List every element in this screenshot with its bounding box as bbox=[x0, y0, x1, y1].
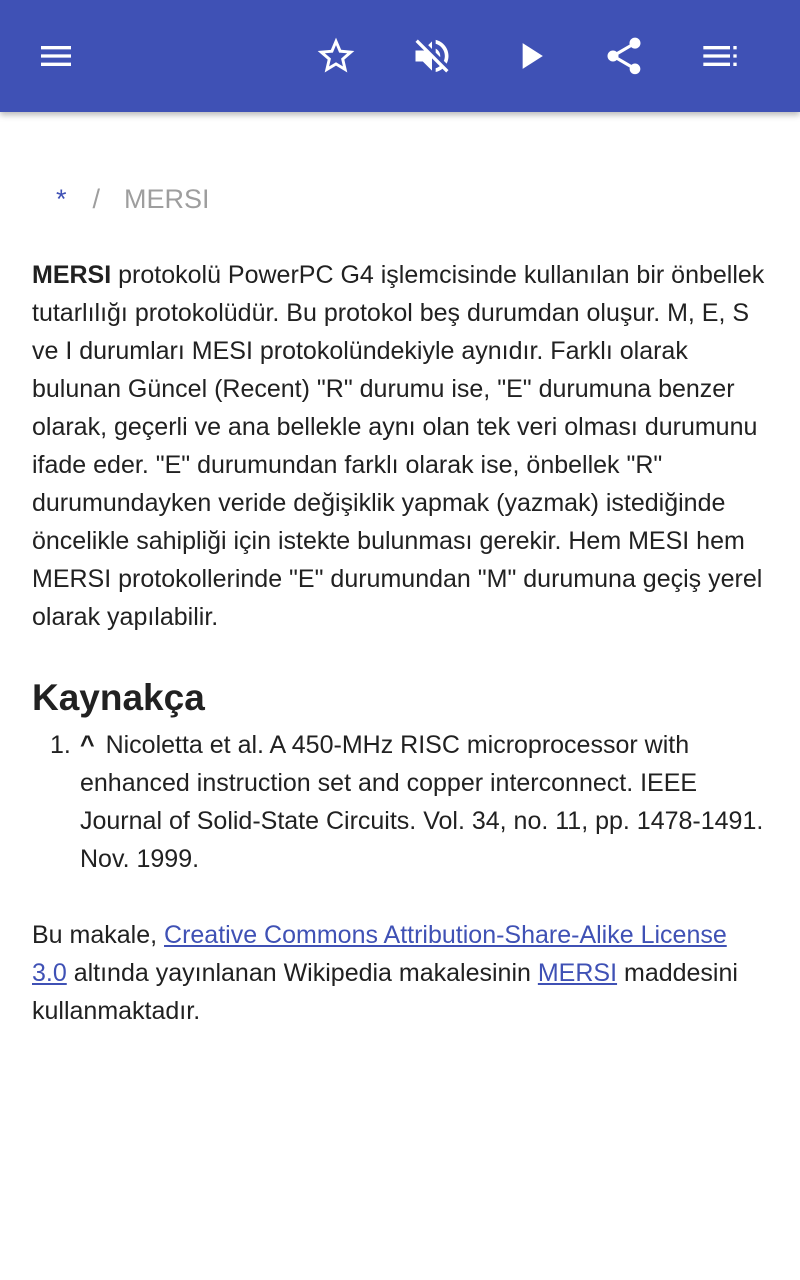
mute-button[interactable] bbox=[404, 28, 460, 84]
breadcrumb-home-link[interactable]: * bbox=[56, 184, 67, 214]
article-intro-text: protokolü PowerPC G4 işlemcisinde kullanılan bir önbellek tutarlılığı protokolüdür. Bu protokol beş durumdan oluşur. M, E, S ve I durumları MESI protokolündekiyle aynıdır. Farklı olarak bulunan Güncel (Recent) "R" durumu ise, "E" durumuna benzer olarak, geçerli ve ana bellekle aynı olan tek veri olması durumunu ifade eder. "E" durumundan farklı olarak ise, önbellek "R" durumundayken veride değişiklik yapmak (yazmak) istediğinde öncelikle sahipliği için istekte bulunması gerekir. Hem MESI hem MERSI protokollerinde "E" durumundan "M" durumuna geçiş yerel olarak yapılabilir. bbox=[32, 261, 765, 631]
license-notice bbox=[32, 916, 768, 1030]
table-of-contents-button[interactable] bbox=[692, 28, 748, 84]
references-heading: Kaynakça bbox=[32, 677, 205, 718]
menu-icon bbox=[36, 36, 76, 76]
play-icon bbox=[508, 34, 552, 78]
menu-button[interactable] bbox=[28, 28, 84, 84]
reference-number: 1. bbox=[50, 731, 71, 759]
play-button[interactable] bbox=[502, 28, 558, 84]
breadcrumb bbox=[56, 182, 210, 216]
license-link[interactable]: Creative Commons Attribution-Share-Alike License 3.0 bbox=[32, 921, 727, 987]
share-button[interactable] bbox=[596, 28, 652, 84]
breadcrumb-separator: / bbox=[92, 184, 101, 214]
reference-text: Nicoletta et al. A 450-MHz RISC microprocessor with enhanced instruction set and copper interconnect. IEEE Journal of Solid-State Circuits. Vol. 34, no. 11, pp. 1478-1491. Nov. 1999. bbox=[80, 731, 764, 873]
license-middle: altında yayınlanan Wikipedia makalesinin bbox=[66, 959, 538, 987]
wikipedia-article-link[interactable]: MERSI bbox=[537, 959, 618, 987]
license-prefix: Bu makale, bbox=[32, 921, 165, 949]
table-of-contents-icon bbox=[700, 36, 740, 76]
article-intro-paragraph bbox=[32, 256, 768, 636]
volume-off-icon bbox=[410, 34, 454, 78]
app-bar bbox=[0, 0, 800, 112]
reference-item bbox=[32, 726, 768, 878]
article-title-bold: MERSI bbox=[32, 261, 112, 289]
references-list bbox=[32, 726, 768, 878]
reference-backlink[interactable]: ^ bbox=[80, 731, 95, 759]
share-icon bbox=[602, 34, 646, 78]
star-icon bbox=[314, 34, 358, 78]
license-suffix: maddesini kullanmaktadır. bbox=[32, 959, 738, 1025]
breadcrumb-current: MERSI bbox=[124, 184, 210, 214]
bookmark-button[interactable] bbox=[308, 28, 364, 84]
